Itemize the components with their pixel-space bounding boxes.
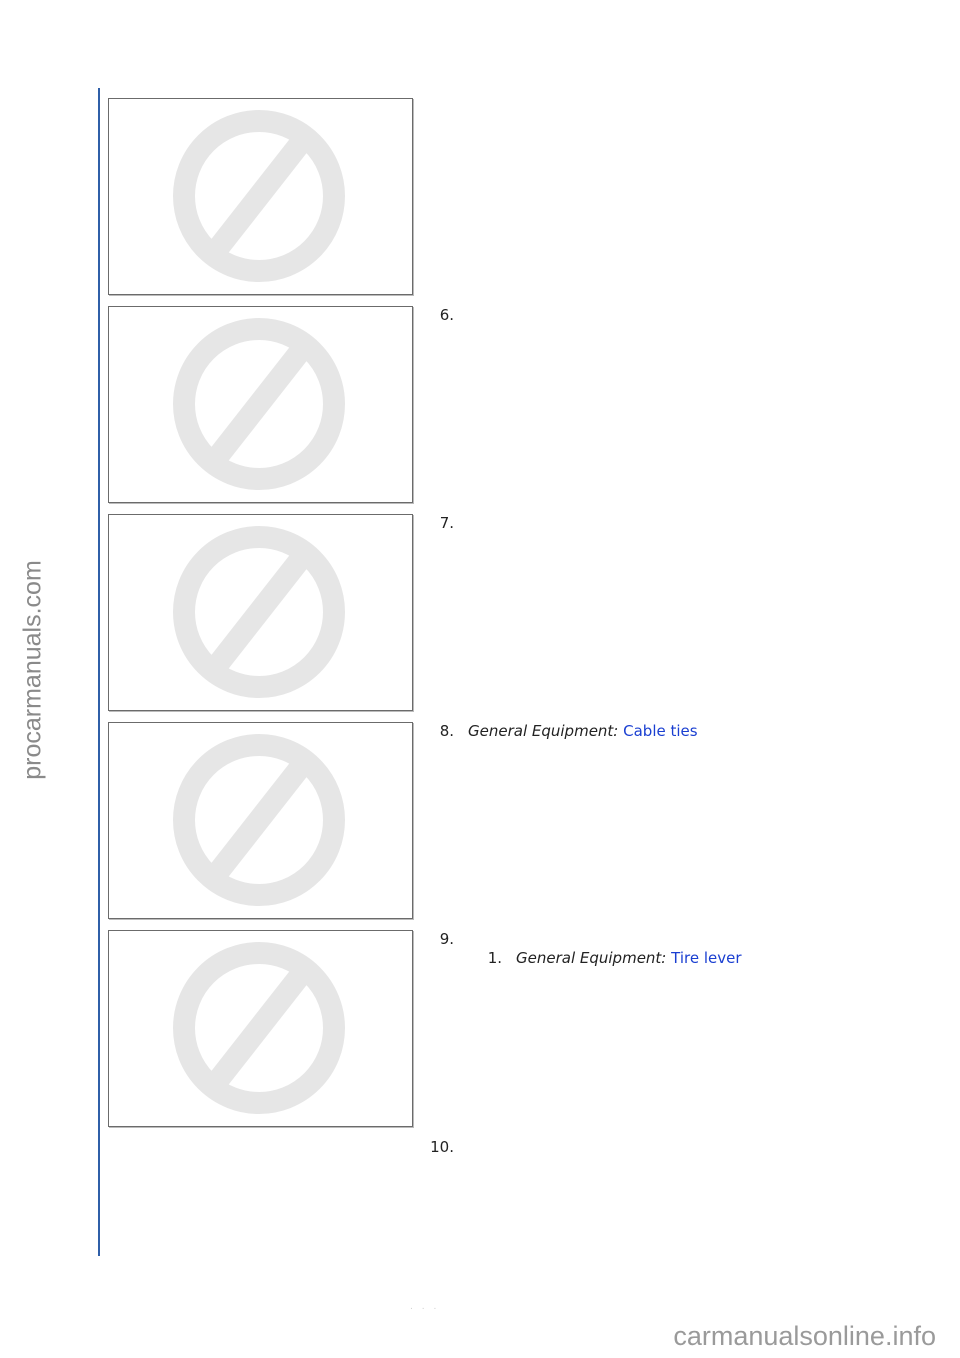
figure-1: [108, 98, 413, 295]
cable-ties-link[interactable]: Cable ties: [623, 722, 698, 740]
figure-5: [108, 930, 413, 1127]
tire-lever-link[interactable]: Tire lever: [671, 949, 742, 967]
step-number-7: 7.: [439, 514, 454, 532]
substep-1-text: [516, 949, 742, 967]
prohibited-image-icon: [109, 723, 412, 918]
figure-4: [108, 722, 413, 919]
side-watermark: [8, 560, 58, 780]
substep-1-lead: General Equipment:: [516, 949, 667, 967]
figure-2: [108, 306, 413, 503]
prohibited-image-icon: [109, 931, 412, 1126]
prohibited-image-icon: [109, 99, 412, 294]
margin-bar: [98, 88, 100, 1256]
prohibited-image-icon: [109, 307, 412, 502]
step-8-lead: General Equipment:: [468, 722, 619, 740]
step-number-10: 10.: [430, 1138, 454, 1156]
step-number-9: 9.: [439, 930, 454, 948]
step-number-6: 6.: [439, 306, 454, 324]
step-8-text: [468, 722, 698, 740]
page-footer-faint: . . .: [410, 1302, 440, 1312]
side-watermark-text: procarmanuals.com: [18, 560, 47, 780]
figure-3: [108, 514, 413, 711]
prohibited-image-icon: [109, 515, 412, 710]
step-number-8: 8.: [439, 722, 454, 740]
substep-number-1: 1.: [487, 949, 502, 967]
footer-watermark: carmanualsonline.info: [673, 1321, 936, 1351]
